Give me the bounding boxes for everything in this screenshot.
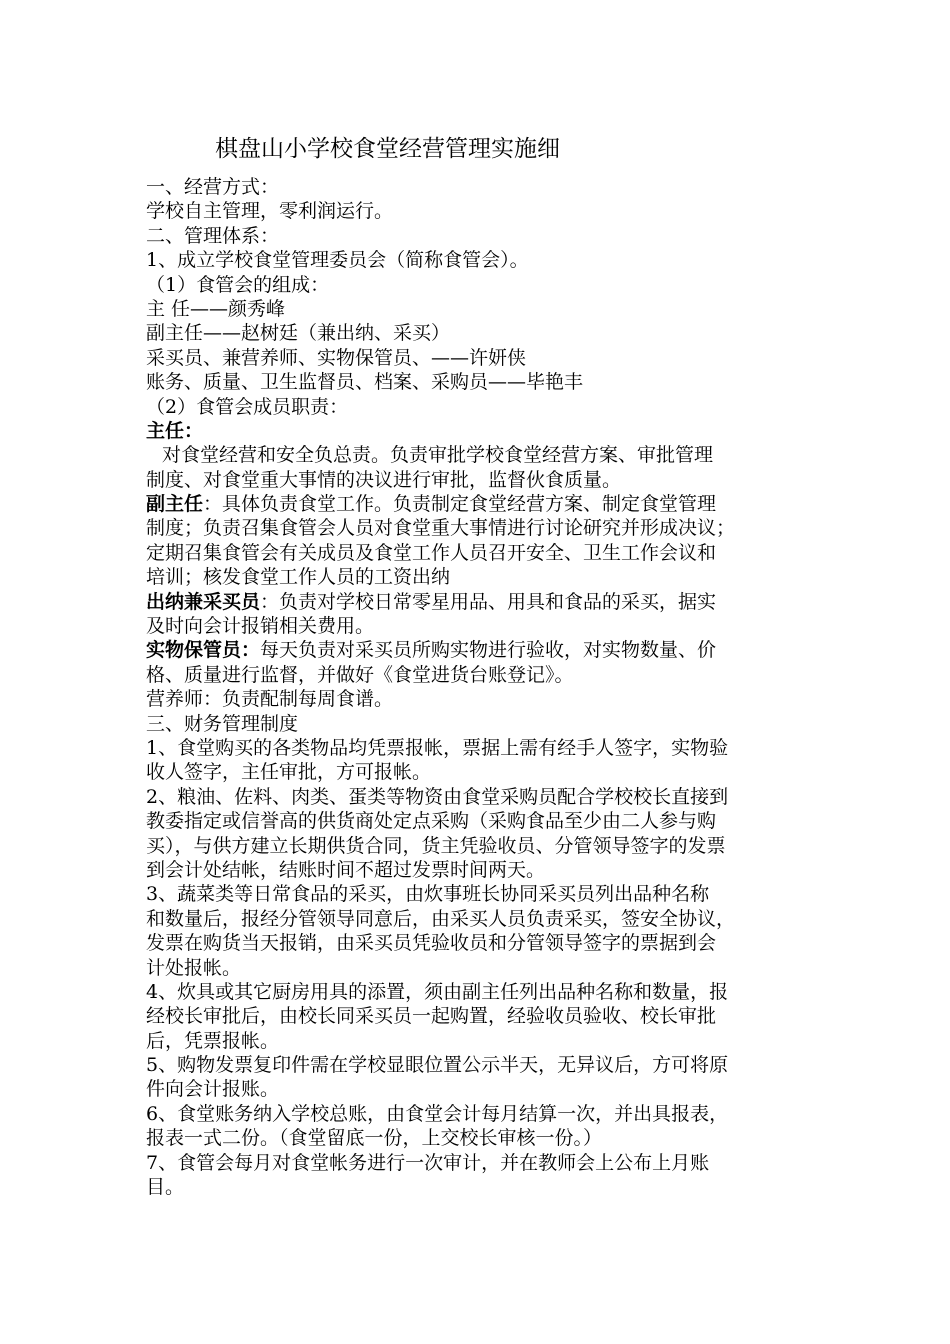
text-line bbox=[146, 687, 816, 711]
document-body bbox=[146, 175, 816, 1199]
line-text: 主 任——颜秀峰 bbox=[146, 297, 286, 320]
line-text: 4、炊具或其它厨房用具的添置，须由副主任列出品种名称和数量，报 bbox=[146, 980, 729, 1003]
line-text: 二、管理体系： bbox=[146, 224, 280, 247]
text-line bbox=[146, 1077, 816, 1101]
text-line bbox=[146, 785, 816, 809]
line-text: 后，凭票报帐。 bbox=[146, 1029, 280, 1052]
text-line bbox=[146, 1126, 816, 1150]
line-text: 一、经营方式： bbox=[146, 176, 280, 198]
line-text: 件向会计报账。 bbox=[146, 1078, 280, 1101]
line-text: 1、成立学校食堂管理委员会（简称食管会）。 bbox=[146, 249, 529, 272]
line-text: 副主任——赵树廷（兼出纳、采买） bbox=[146, 322, 451, 345]
text-line bbox=[146, 736, 816, 760]
text-line bbox=[146, 370, 816, 394]
line-text: （1）食管会的组成： bbox=[146, 273, 330, 296]
line-text: 培训；核发食堂工作人员的工资出纳 bbox=[146, 566, 451, 589]
line-text: 格、质量进行监督，并做好《食堂进货台账登记》。 bbox=[146, 663, 574, 686]
text-line bbox=[146, 468, 816, 492]
line-text: 三、财务管理制度 bbox=[146, 712, 299, 735]
text-line bbox=[146, 590, 816, 614]
text-line bbox=[146, 834, 816, 858]
text-line bbox=[146, 1151, 816, 1175]
line-text: 收人签字，主任审批，方可报帐。 bbox=[146, 761, 432, 784]
text-line bbox=[146, 395, 816, 419]
line-text: 教委指定或信誉高的供货商处定点采购（采购食品至少由二人参与购 bbox=[146, 810, 717, 833]
line-text: 目。 bbox=[146, 1176, 185, 1199]
text-line bbox=[146, 443, 816, 467]
text-line bbox=[146, 663, 816, 687]
text-line bbox=[146, 492, 816, 516]
line-text: 到会计处结帐，结账时间不超过发票时间两天。 bbox=[146, 858, 546, 881]
line-text: 6、食堂账务纳入学校总账，由食堂会计每月结算一次，并出具报表， bbox=[146, 1102, 729, 1125]
text-line bbox=[146, 614, 816, 638]
line-text: 每天负责对采买员所购实物进行验收，对实物数量、价 bbox=[260, 639, 717, 662]
text-line bbox=[146, 882, 816, 906]
line-text: 营养师：负责配制每周食谱。 bbox=[146, 688, 394, 711]
text-line bbox=[146, 1029, 816, 1053]
line-text: 及时向会计报销相关费用。 bbox=[146, 615, 375, 638]
line-text: 发票在购货当天报销，由采买员凭验收员和分管领导签字的票据到会 bbox=[146, 932, 717, 955]
text-line bbox=[146, 273, 816, 297]
text-line bbox=[146, 1004, 816, 1028]
text-line bbox=[146, 931, 816, 955]
text-line bbox=[146, 346, 816, 370]
text-line bbox=[146, 175, 816, 199]
text-line bbox=[146, 199, 816, 223]
bold-label: 出纳兼采买员 bbox=[146, 590, 261, 613]
text-line bbox=[146, 248, 816, 272]
line-text: 2、粮油、佐料、肉类、蛋类等物资由食堂采购员配合学校校长直接到 bbox=[146, 785, 729, 808]
text-line bbox=[146, 565, 816, 589]
line-text: 买），与供方建立长期供货合同，货主凭验收员、分管领导签字的发票 bbox=[146, 834, 726, 857]
text-line bbox=[146, 858, 816, 882]
line-text: 计处报帐。 bbox=[146, 956, 242, 979]
line-text: 经校长审批后，由校长同采买员一起购置，经验收员验收、校长审批 bbox=[146, 1005, 717, 1028]
line-text: 制度；负责召集食管会人员对食堂重大事情进行讨论研究并形成决议； bbox=[146, 517, 736, 540]
text-line bbox=[146, 638, 816, 662]
line-text: 学校自主管理，零利润运行。 bbox=[146, 200, 394, 223]
line-text: 7、食管会每月对食堂帐务进行一次审计，并在教师会上公布上月账 bbox=[146, 1151, 710, 1174]
text-line bbox=[146, 516, 816, 540]
line-text: （2）食管会成员职责： bbox=[146, 395, 349, 418]
line-text: 报表一式二份。（食堂留底一份，上交校长审核一份。） bbox=[146, 1127, 603, 1150]
line-text: 3、蔬菜类等日常食品的采买，由炊事班长协同采买员列出品种名称 bbox=[146, 883, 710, 906]
text-line bbox=[146, 321, 816, 345]
text-line bbox=[146, 1102, 816, 1126]
line-text: 定期召集食管会有关成员及食堂工作人员召开安全、卫生工作会议和 bbox=[146, 541, 717, 564]
bold-label: 实物保管员： bbox=[146, 639, 261, 662]
line-text: 采买员、兼营养师、实物保管员、——许妍侠 bbox=[146, 346, 527, 369]
bold-label: 主任： bbox=[146, 419, 204, 442]
document-title: 棋盘山小学校食堂经营管理实施细 bbox=[215, 136, 560, 162]
line-text: 制度、对食堂重大事情的决议进行审批，监督伙食质量。 bbox=[146, 468, 622, 491]
text-line bbox=[146, 809, 816, 833]
text-line bbox=[146, 760, 816, 784]
line-text: 5、购物发票复印件需在学校显眼位置公示半天，无异议后，方可将原 bbox=[146, 1054, 729, 1077]
text-line bbox=[146, 1053, 816, 1077]
line-text: 和数量后，报经分管领导同意后，由采买人员负责采买，签安全协议， bbox=[146, 907, 736, 930]
bold-label: 副主任 bbox=[146, 493, 204, 516]
line-text: ：负责对学校日常零星用品、用具和食品的采买，据实 bbox=[260, 590, 717, 613]
text-line bbox=[146, 907, 816, 931]
text-line bbox=[146, 980, 816, 1004]
line-text: 对食堂经营和安全负总责。负责审批学校食堂经营方案、审批管理 bbox=[162, 444, 714, 467]
text-line bbox=[146, 419, 816, 443]
line-text: ：具体负责食堂工作。负责制定食堂经营方案、制定食堂管理 bbox=[203, 493, 717, 516]
text-line bbox=[146, 1175, 816, 1199]
text-line bbox=[146, 712, 816, 736]
line-text: 账务、质量、卫生监督员、档案、采购员——毕艳丰 bbox=[146, 371, 584, 394]
text-line bbox=[146, 297, 816, 321]
text-line bbox=[146, 224, 816, 248]
line-text: 1、食堂购买的各类物品均凭票报帐，票据上需有经手人签字，实物验 bbox=[146, 736, 729, 759]
text-line bbox=[146, 956, 816, 980]
text-line bbox=[146, 541, 816, 565]
